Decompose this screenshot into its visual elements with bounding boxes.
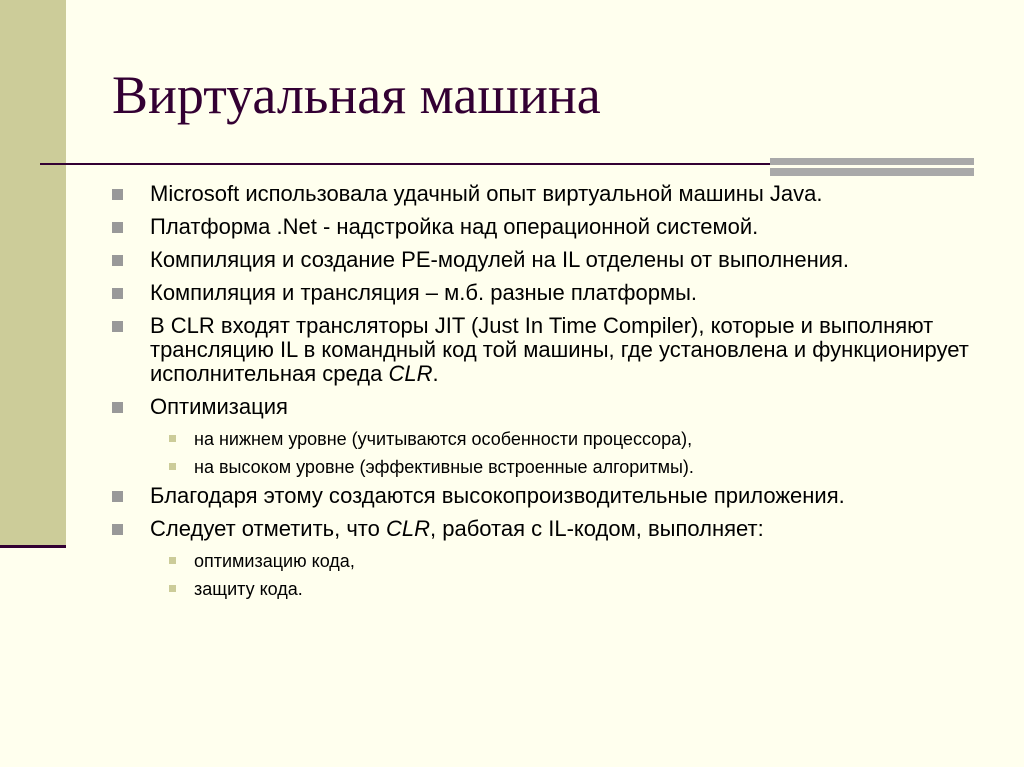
- bullet-text: В CLR входят трансляторы JIT (Just In Time Compiler), которые и выполняют трансляцию IL в командный код той машины, где установлена и функционирует исполнительная среда: [150, 313, 969, 386]
- bullet-item: [112, 182, 972, 206]
- small-square-bullet-icon: [169, 557, 176, 564]
- square-bullet-icon: [112, 321, 123, 332]
- bullet-item: [112, 484, 972, 508]
- square-bullet-icon: [112, 288, 123, 299]
- bullet-item: [112, 281, 972, 305]
- bullet-text: Компиляция и создание PE-модулей на IL отделены от выполнения.: [150, 247, 850, 272]
- sub-bullet-item: [112, 428, 972, 450]
- bullet-text: , работая с IL-кодом, выполняет:: [430, 516, 764, 541]
- bullet-item: [112, 248, 972, 272]
- sub-bullet-item: [112, 578, 972, 600]
- bullet-text: Следует отметить, что: [150, 516, 386, 541]
- bullet-item: [112, 517, 972, 541]
- square-bullet-icon: [112, 402, 123, 413]
- small-square-bullet-icon: [169, 585, 176, 592]
- bullet-item: [112, 395, 972, 419]
- small-square-bullet-icon: [169, 435, 176, 442]
- title-rule: [40, 163, 770, 165]
- decor-gray-bar: [770, 158, 974, 176]
- left-decor-line: [0, 545, 66, 548]
- small-square-bullet-icon: [169, 463, 176, 470]
- bullet-item: [112, 314, 972, 386]
- square-bullet-icon: [112, 189, 123, 200]
- bullet-list: [112, 182, 972, 606]
- bullet-text: оптимизацию кода,: [194, 551, 355, 571]
- square-bullet-icon: [112, 222, 123, 233]
- left-decor-band: [0, 0, 66, 546]
- sub-bullet-item: [112, 550, 972, 572]
- bullet-text: Оптимизация: [150, 394, 288, 419]
- bullet-text: на высоком уровне (эффективные встроенные алгоритмы).: [194, 457, 694, 477]
- bullet-text: Microsoft использовала удачный опыт виртуальной машины Java.: [150, 181, 823, 206]
- bullet-text: Платформа .Net - надстройка над операционной системой.: [150, 214, 759, 239]
- bullet-text: Благодаря этому создаются высокопроизводительные приложения.: [150, 483, 845, 508]
- bullet-text: на нижнем уровне (учитываются особенности процессора),: [194, 429, 693, 449]
- bullet-text: CLR: [388, 361, 433, 386]
- bullet-text: .: [432, 361, 439, 386]
- bullet-text: CLR: [385, 516, 430, 541]
- sub-bullet-item: [112, 456, 972, 478]
- slide-title: Виртуальная машина: [112, 65, 601, 125]
- bullet-item: [112, 215, 972, 239]
- square-bullet-icon: [112, 491, 123, 502]
- square-bullet-icon: [112, 255, 123, 266]
- bullet-text: защиту кода.: [194, 579, 303, 599]
- bullet-text: Компиляция и трансляция – м.б. разные платформы.: [150, 280, 698, 305]
- square-bullet-icon: [112, 524, 123, 535]
